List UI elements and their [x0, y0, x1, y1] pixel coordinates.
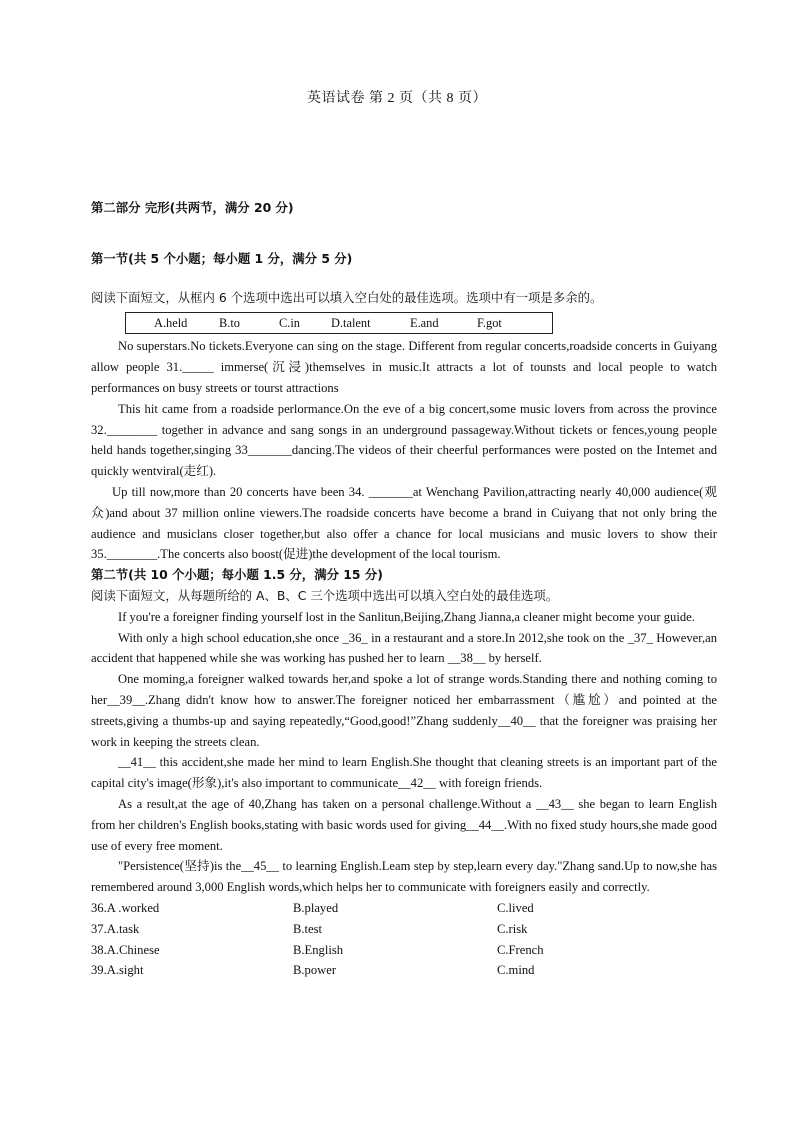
choice-a: 39.A.sight	[91, 963, 144, 978]
section2-instruction: 阅读下面短文，从每题所给的 A、B、C 三个选项中选出可以填入空白处的最佳选项。	[91, 587, 559, 603]
choice-b: B.power	[293, 963, 337, 978]
choice-row	[91, 919, 717, 940]
option-a: A.held	[154, 316, 188, 330]
choice-b: B.English	[293, 942, 344, 957]
option-e: E.and	[410, 316, 439, 330]
passage1-paragraph: No superstars.No tickets.Everyone can sing on the stage. Different from regular concerts,roadside concerts in Guiyang allow people 31._____ immerse(沉浸)themselves in music.It attracts a lot of tounsts and local people to watch performances on busy streets or tourst attractions	[91, 339, 717, 395]
choice-a: 38.A.Chinese	[91, 942, 160, 957]
passage2-paragraph: If you're a foreigner finding yourself lost in the Sanlitun,Beijing,Zhang Jianna,a cleaner might become your guide.	[118, 609, 695, 624]
answer-choices	[91, 898, 717, 981]
choice-c: C.mind	[497, 963, 535, 978]
choice-a: 37.A.task	[91, 921, 140, 936]
choice-b: B.played	[293, 900, 339, 915]
option-c: C.in	[279, 316, 300, 330]
choice-row	[91, 898, 717, 919]
passage1-paragraph: Up till now,more than 20 concerts have been 34. _______at Wenchang Pavilion,attracting nearly 40,000 audience(观众)and about 37 million online viewers.The roadside concerts have become a brand in Cuiyang that not only bring the audience and musiclans closer together,but also offer a chance for local musicians and music lovers to show their 35.________.The concerts also boost(促进)the development of the local tourism.	[91, 484, 717, 562]
option-d: D.talent	[331, 316, 371, 330]
section1-title: 第一节(共 5 个小题；每小题 1 分，满分 5 分)	[91, 250, 353, 266]
choice-row	[91, 940, 717, 961]
section2-title: 第二节(共 10 个小题；每小题 1.5 分，满分 15 分)	[91, 567, 383, 583]
choice-c: C.risk	[497, 921, 528, 936]
section1-instruction: 阅读下面短文，从框内 6 个选项中选出可以填入空白处的最佳选项。选项中有一项是多余的。	[91, 289, 603, 305]
choice-b: B.test	[293, 921, 323, 936]
passage2-paragraph: One moming,a foreigner walked towards her,and spoke a lot of strange words.Standing there and nothing coming to her__39__.Zhang didn't know how to answer.The foreigner noticed her embarrassment（尴尬）and pointed at the streets,giving a thumbs-up and saying repeatedly,“Good,good!”Zhang suddenly__40__ that the foreigner was praising her work in keeping the streets clean.	[91, 672, 717, 749]
choice-c: C.French	[497, 942, 544, 957]
option-f: F.got	[477, 316, 502, 330]
choice-row	[91, 960, 717, 981]
passage2-paragraph: As a result,at the age of 40,Zhang has taken on a personal challenge.Without a __43__ she began to learn English from her children's English books,stating with basic words used for giving__44__.With no fixed study hours,she made good use of every free moment.	[91, 796, 717, 853]
choice-c: C.lived	[497, 900, 534, 915]
option-b: B.to	[219, 316, 240, 330]
part-title: 第二部分 完形(共两节，满分 20 分)	[91, 200, 294, 215]
passage2-paragraph: With only a high school education,she once _36_ in a restaurant and a store.In 2012,she took on the _37_ However,an accident that happened while she was working has pushed her to learn __38__ by herself.	[91, 630, 717, 666]
page-header: 英语试卷 第 2 页（共 8 页）	[307, 91, 487, 106]
choice-a: 36.A .worked	[91, 900, 160, 915]
passage1-paragraph: This hit came from a roadside perlormance.On the eve of a big concert,some music lovers from across the province 32.________ together in advance and sang songs in an underground passageway.Without tickets or fences,young people held hands together,singing 33_______dancing.The videos of their cheerful performances were posted on the Intemet and quickly wentviral(走红).	[91, 401, 717, 479]
exam-content	[91, 198, 717, 981]
passage2-paragraph: __41__ this accident,she made her mind to learn English.She thought that cleaning streets is an important part of the capital city's image(形象),it's also important to communicate__42__ with foreign friends.	[91, 755, 717, 791]
passage2-paragraph: "Persistence(坚持)is the__45__ to learning English.Leam step by step,learn every day."Zhang sand.Up to now,she has remembered around 3,000 English words,which helps her to communicate with foreigners easily and correctly.	[91, 859, 717, 895]
options-box	[125, 312, 553, 334]
